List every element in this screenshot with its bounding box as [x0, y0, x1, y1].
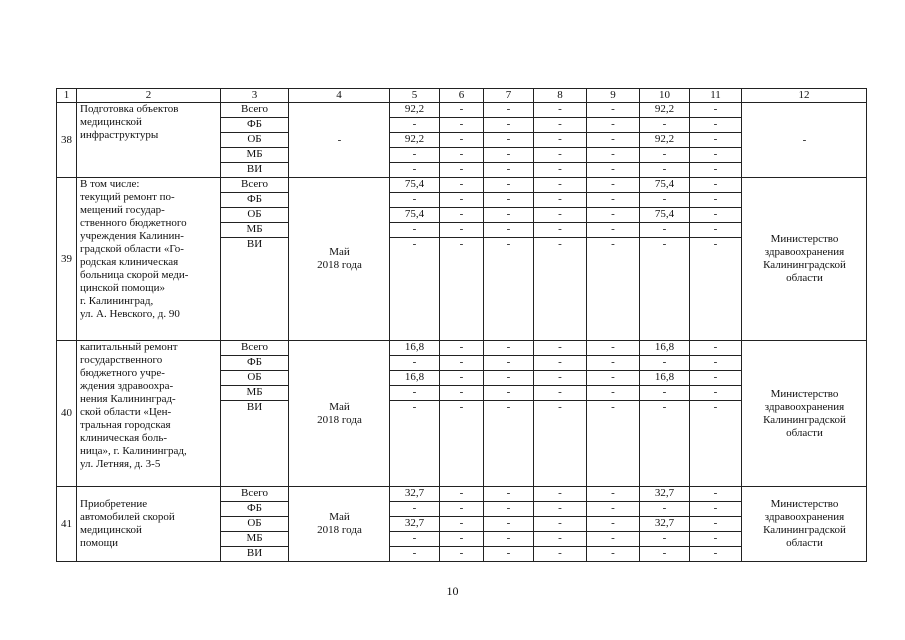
value-cell: -: [690, 547, 742, 562]
funding-source: ВИ: [221, 238, 289, 341]
value-cell: -: [534, 193, 587, 208]
value-cell: -: [390, 163, 440, 178]
funding-source: ВИ: [221, 163, 289, 178]
value-cell: -: [534, 148, 587, 163]
value-cell: -: [534, 118, 587, 133]
value-cell: -: [534, 487, 587, 502]
header-cell: 3: [221, 89, 289, 103]
value-cell: -: [484, 148, 534, 163]
header-cell: 1: [57, 89, 77, 103]
value-cell: -: [390, 148, 440, 163]
funding-source: ФБ: [221, 356, 289, 371]
value-cell: -: [690, 133, 742, 148]
funding-source: ФБ: [221, 193, 289, 208]
value-cell: -: [484, 133, 534, 148]
funding-source: МБ: [221, 148, 289, 163]
value-cell: -: [690, 341, 742, 356]
value-cell: -: [690, 401, 742, 487]
value-cell: -: [484, 238, 534, 341]
value-cell: -: [690, 356, 742, 371]
value-cell: -: [690, 208, 742, 223]
value-cell: -: [484, 502, 534, 517]
funding-source: МБ: [221, 223, 289, 238]
value-cell: 32,7: [640, 487, 690, 502]
funding-source: ОБ: [221, 208, 289, 223]
value-cell: 92,2: [640, 133, 690, 148]
value-cell: -: [587, 401, 640, 487]
value-cell: -: [534, 178, 587, 193]
funding-source: Всего: [221, 341, 289, 356]
value-cell: -: [440, 238, 484, 341]
value-cell: -: [484, 208, 534, 223]
value-cell: -: [640, 356, 690, 371]
value-cell: -: [534, 517, 587, 532]
value-cell: -: [587, 148, 640, 163]
value-cell: -: [587, 532, 640, 547]
value-cell: -: [534, 238, 587, 341]
value-cell: -: [534, 386, 587, 401]
value-cell: -: [690, 386, 742, 401]
value-cell: -: [587, 487, 640, 502]
value-cell: -: [690, 103, 742, 118]
value-cell: -: [440, 487, 484, 502]
value-cell: -: [587, 208, 640, 223]
value-cell: -: [484, 118, 534, 133]
value-cell: -: [484, 163, 534, 178]
value-cell: -: [534, 547, 587, 562]
value-cell: -: [440, 341, 484, 356]
value-cell: -: [440, 517, 484, 532]
funding-source: МБ: [221, 386, 289, 401]
value-cell: -: [587, 547, 640, 562]
value-cell: 32,7: [640, 517, 690, 532]
table-row: [57, 103, 867, 118]
value-cell: -: [587, 163, 640, 178]
funding-source: ОБ: [221, 371, 289, 386]
funding-source: ВИ: [221, 401, 289, 487]
funding-source: Всего: [221, 178, 289, 193]
value-cell: -: [484, 547, 534, 562]
funding-source: ФБ: [221, 502, 289, 517]
value-cell: 16,8: [390, 371, 440, 386]
value-cell: -: [640, 238, 690, 341]
value-cell: -: [534, 163, 587, 178]
value-cell: 92,2: [390, 133, 440, 148]
value-cell: -: [390, 401, 440, 487]
value-cell: -: [690, 148, 742, 163]
value-cell: -: [390, 356, 440, 371]
value-cell: -: [587, 223, 640, 238]
item-description: капитальный ремонт государственного бюджетного учре- ждения здравоохра- нения Калининград- ской области «Цен- тральная городская клиническая боль- ница», г. Калининград, ул. Летняя, д. 3-5: [77, 341, 221, 487]
funding-source: Всего: [221, 103, 289, 118]
responsible: Министерство здравоохранения Калининградской области: [742, 487, 867, 562]
value-cell: -: [440, 193, 484, 208]
value-cell: -: [440, 103, 484, 118]
value-cell: -: [390, 547, 440, 562]
header-cell: 7: [484, 89, 534, 103]
value-cell: -: [690, 163, 742, 178]
value-cell: -: [534, 133, 587, 148]
value-cell: -: [534, 502, 587, 517]
value-cell: 16,8: [640, 371, 690, 386]
value-cell: -: [587, 118, 640, 133]
value-cell: -: [440, 547, 484, 562]
value-cell: -: [690, 487, 742, 502]
value-cell: -: [534, 371, 587, 386]
value-cell: -: [484, 356, 534, 371]
value-cell: -: [690, 178, 742, 193]
value-cell: -: [534, 103, 587, 118]
value-cell: -: [390, 118, 440, 133]
value-cell: -: [640, 386, 690, 401]
header-cell: 2: [77, 89, 221, 103]
funding-source: МБ: [221, 532, 289, 547]
item-description: Приобретение автомобилей скорой медицинской помощи: [77, 487, 221, 562]
table-row: [57, 487, 867, 502]
value-cell: -: [587, 517, 640, 532]
value-cell: -: [484, 401, 534, 487]
value-cell: -: [440, 163, 484, 178]
value-cell: -: [640, 532, 690, 547]
item-number: 41: [57, 487, 77, 562]
value-cell: -: [440, 148, 484, 163]
value-cell: -: [390, 223, 440, 238]
responsible: Министерство здравоохранения Калининградской области: [742, 178, 867, 341]
header-cell: 10: [640, 89, 690, 103]
value-cell: -: [587, 371, 640, 386]
item-description: Подготовка объектов медицинской инфраструктуры: [77, 103, 221, 178]
header-cell: 12: [742, 89, 867, 103]
funding-source: ОБ: [221, 517, 289, 532]
value-cell: -: [440, 118, 484, 133]
value-cell: -: [390, 502, 440, 517]
item-number: 39: [57, 178, 77, 341]
value-cell: -: [440, 223, 484, 238]
value-cell: -: [440, 502, 484, 517]
value-cell: -: [440, 356, 484, 371]
value-cell: 32,7: [390, 487, 440, 502]
value-cell: -: [390, 386, 440, 401]
value-cell: 75,4: [390, 178, 440, 193]
value-cell: 92,2: [640, 103, 690, 118]
value-cell: -: [440, 208, 484, 223]
value-cell: 16,8: [640, 341, 690, 356]
value-cell: -: [534, 208, 587, 223]
value-cell: -: [534, 356, 587, 371]
header-row: [57, 89, 867, 103]
value-cell: -: [440, 532, 484, 547]
value-cell: -: [390, 238, 440, 341]
value-cell: -: [390, 193, 440, 208]
page-number: 10: [446, 584, 459, 598]
value-cell: -: [534, 532, 587, 547]
header-cell: 9: [587, 89, 640, 103]
table-body: [57, 89, 867, 562]
value-cell: -: [484, 178, 534, 193]
value-cell: -: [484, 517, 534, 532]
value-cell: -: [440, 386, 484, 401]
value-cell: -: [440, 178, 484, 193]
value-cell: -: [690, 532, 742, 547]
header-cell: 6: [440, 89, 484, 103]
value-cell: -: [587, 356, 640, 371]
value-cell: -: [640, 502, 690, 517]
value-cell: -: [484, 386, 534, 401]
funding-source: ВИ: [221, 547, 289, 562]
value-cell: 75,4: [640, 178, 690, 193]
value-cell: -: [690, 517, 742, 532]
value-cell: 75,4: [640, 208, 690, 223]
item-number: 40: [57, 341, 77, 487]
value-cell: -: [440, 133, 484, 148]
value-cell: 16,8: [390, 341, 440, 356]
funding-source: ОБ: [221, 133, 289, 148]
funding-source: Всего: [221, 487, 289, 502]
value-cell: -: [640, 163, 690, 178]
value-cell: -: [587, 502, 640, 517]
value-cell: -: [390, 532, 440, 547]
value-cell: -: [484, 532, 534, 547]
value-cell: -: [640, 118, 690, 133]
value-cell: -: [484, 487, 534, 502]
value-cell: -: [484, 193, 534, 208]
deadline: Май 2018 года: [289, 487, 390, 562]
funding-source: ФБ: [221, 118, 289, 133]
value-cell: -: [587, 386, 640, 401]
value-cell: -: [587, 178, 640, 193]
deadline: -: [289, 103, 390, 178]
value-cell: 75,4: [390, 208, 440, 223]
value-cell: -: [640, 193, 690, 208]
deadline: Май 2018 года: [289, 341, 390, 487]
header-cell: 8: [534, 89, 587, 103]
value-cell: -: [587, 103, 640, 118]
value-cell: -: [440, 371, 484, 386]
value-cell: -: [587, 193, 640, 208]
value-cell: -: [690, 371, 742, 386]
value-cell: -: [484, 371, 534, 386]
value-cell: -: [690, 193, 742, 208]
value-cell: -: [534, 341, 587, 356]
value-cell: -: [690, 238, 742, 341]
header-cell: 5: [390, 89, 440, 103]
responsible: Министерство здравоохранения Калининградской области: [742, 341, 867, 487]
value-cell: -: [690, 223, 742, 238]
value-cell: -: [640, 223, 690, 238]
value-cell: 92,2: [390, 103, 440, 118]
value-cell: -: [534, 401, 587, 487]
funding-table: [56, 88, 867, 562]
header-cell: 4: [289, 89, 390, 103]
value-cell: -: [587, 133, 640, 148]
value-cell: -: [440, 401, 484, 487]
value-cell: -: [690, 118, 742, 133]
value-cell: 32,7: [390, 517, 440, 532]
value-cell: -: [587, 238, 640, 341]
header-cell: 11: [690, 89, 742, 103]
value-cell: -: [640, 401, 690, 487]
deadline: Май 2018 года: [289, 178, 390, 341]
value-cell: -: [690, 502, 742, 517]
value-cell: -: [484, 103, 534, 118]
item-description: В том числе: текущий ремонт по- мещений государ- ственного бюджетного учреждения Калинин- градской области «Го- родская клиническая больница скорой меди- цинской помощи» г. Калининград, ул. А. Невского, д. 90: [77, 178, 221, 341]
value-cell: -: [587, 341, 640, 356]
value-cell: -: [640, 547, 690, 562]
value-cell: -: [640, 148, 690, 163]
table-row: [57, 178, 867, 193]
value-cell: -: [484, 223, 534, 238]
value-cell: -: [534, 223, 587, 238]
item-number: 38: [57, 103, 77, 178]
responsible: -: [742, 103, 867, 178]
value-cell: -: [484, 341, 534, 356]
table-row: [57, 341, 867, 356]
